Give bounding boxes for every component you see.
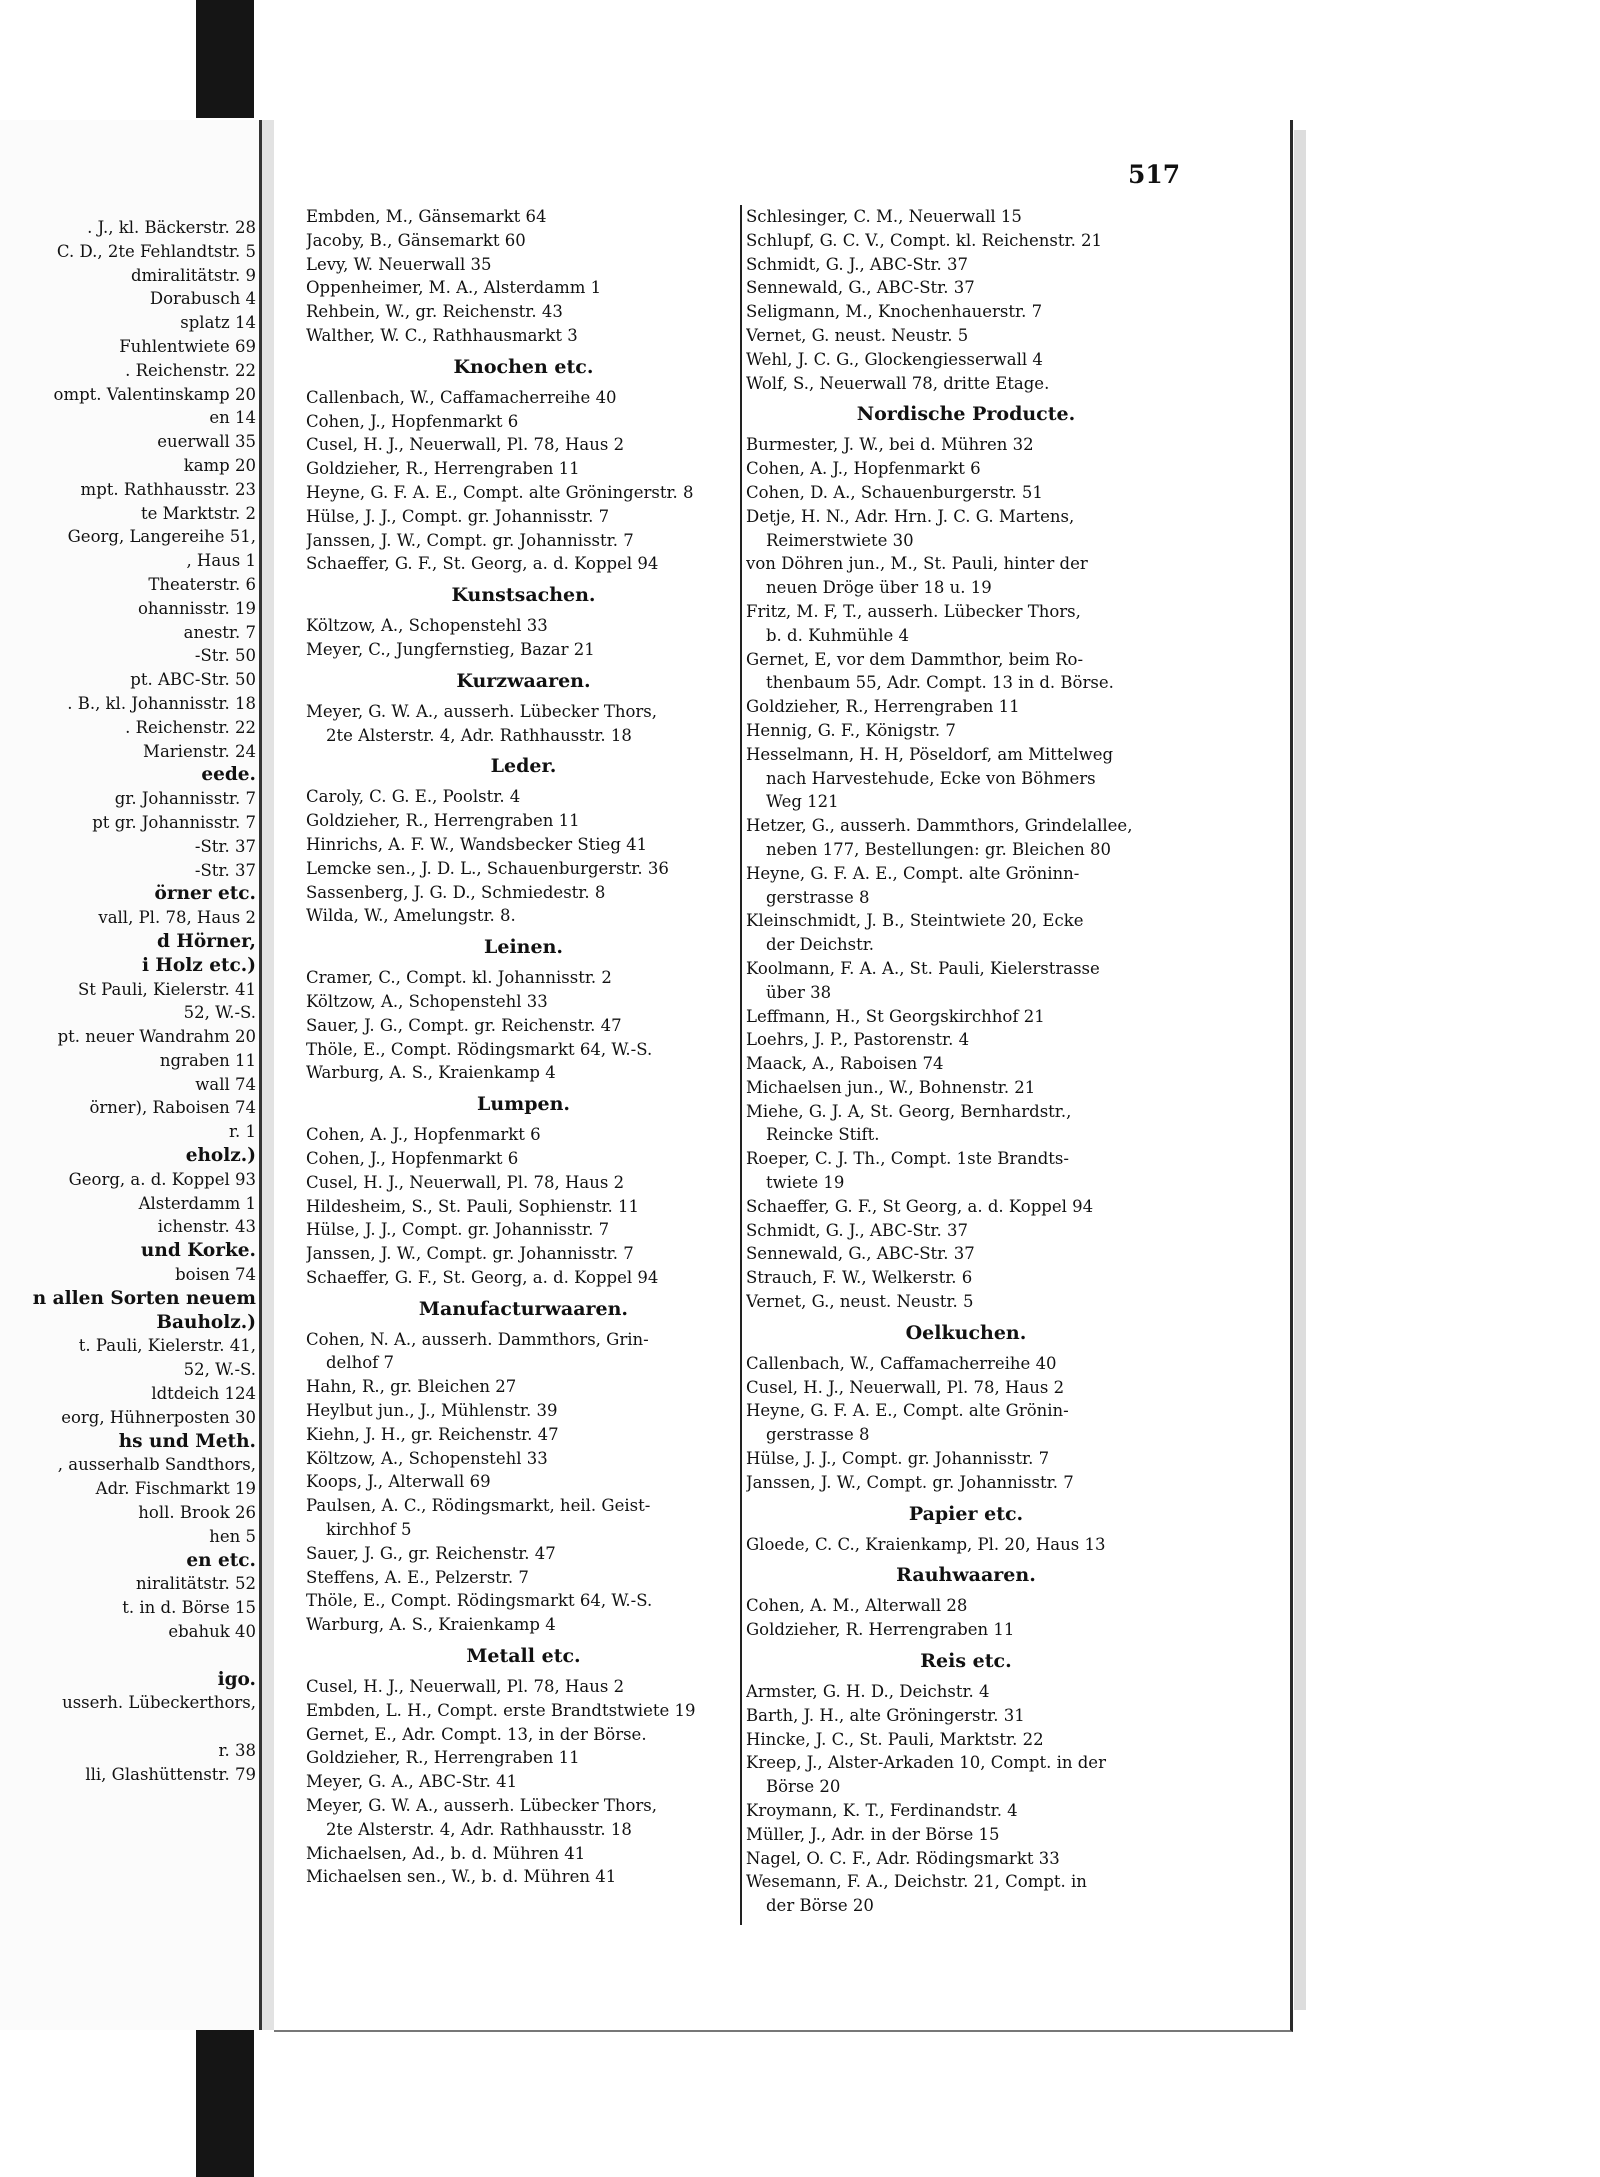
directory-entry: Gernet, E, vor dem Dammthor, beim Ro- <box>746 649 1084 669</box>
directory-entry: kamp 20 <box>183 455 256 475</box>
directory-entry: . Reichenstr. 22 <box>125 717 256 737</box>
directory-entry: ebahuk 40 <box>168 1622 256 1642</box>
directory-entry: Hesselmann, H. H, Pöseldorf, am Mittelweg <box>746 744 1114 764</box>
directory-entry: Walther, W. C., Rathhausmarkt 3 <box>306 325 578 345</box>
directory-entry: Sennewald, G., ABC-Str. 37 <box>746 1244 975 1264</box>
section-heading: eede. <box>201 764 256 786</box>
directory-entry: mpt. Rathhausstr. 23 <box>80 479 256 499</box>
directory-entry: Georg, a. d. Koppel 93 <box>68 1169 256 1189</box>
directory-entry: -Str. 50 <box>194 646 256 666</box>
directory-entry: Reimerstwiete 30 <box>766 530 914 550</box>
directory-entry: Heylbut jun., J., Mühlenstr. 39 <box>306 1401 558 1421</box>
directory-entry: niralitätstr. 52 <box>136 1574 256 1594</box>
directory-entry: Cohen, J., Hopfenmarkt 6 <box>306 1148 519 1168</box>
directory-entry: Goldzieher, R. Herrengraben 11 <box>746 1620 1015 1640</box>
directory-entry: Adr. Fischmarkt 19 <box>95 1479 256 1499</box>
directory-entry: Sennewald, G., ABC-Str. 37 <box>746 278 975 298</box>
directory-entry: neben 177, Bestellungen: gr. Bleichen 80 <box>766 839 1111 859</box>
directory-entry: Cohen, A. M., Alterwall 28 <box>746 1596 968 1616</box>
directory-entry: über 38 <box>766 982 832 1002</box>
directory-entry: Költzow, A., Schopenstehl 33 <box>306 991 548 1011</box>
directory-entry: ohannisstr. 19 <box>137 598 256 618</box>
directory-entry: Michaelsen, Ad., b. d. Mühren 41 <box>306 1843 586 1863</box>
directory-entry: Paulsen, A. C., Rödingsmarkt, heil. Geist- <box>306 1496 651 1516</box>
section-heading: Kunstsachen. <box>451 584 596 607</box>
directory-entry: 2te Alsterstr. 4, Adr. Rathhausstr. 18 <box>326 1819 632 1839</box>
page-number: 517 <box>1128 160 1181 189</box>
directory-entry: Cusel, H. J., Neuerwall, Pl. 78, Haus 2 <box>306 435 625 455</box>
directory-entry: Embden, L. H., Compt. erste Brandtstwiete 19 <box>306 1700 696 1720</box>
directory-entry: örner), Raboisen 74 <box>89 1098 256 1118</box>
directory-entry: vall, Pl. 78, Haus 2 <box>98 908 256 928</box>
directory-entry: Schaeffer, G. F., St. Georg, a. d. Koppel 94 <box>306 554 659 574</box>
directory-entry: Callenbach, W., Caffamacherreihe 40 <box>306 387 617 407</box>
directory-entry: r. 38 <box>218 1741 256 1760</box>
directory-entry: Detje, H. N., Adr. Hrn. J. C. G. Martens, <box>746 506 1075 526</box>
directory-entry: Hülse, J. J., Compt. gr. Johannisstr. 7 <box>306 1220 610 1240</box>
directory-entry: Callenbach, W., Caffamacherreihe 40 <box>746 1353 1057 1373</box>
directory-entry: Rehbein, W., gr. Reichenstr. 43 <box>306 302 563 322</box>
directory-entry: kirchhof 5 <box>326 1520 412 1540</box>
directory-entry: delhof 7 <box>326 1353 395 1373</box>
directory-entry: Warburg, A. S., Kraienkamp 4 <box>306 1615 556 1635</box>
directory-entry: 2te Alsterstr. 4, Adr. Rathhausstr. 18 <box>326 725 632 745</box>
section-heading: Reis etc. <box>920 1650 1012 1673</box>
directory-entry: Hennig, G. F., Königstr. 7 <box>746 720 956 740</box>
directory-entry <box>0 1715 262 1739</box>
directory-entry: Cohen, A. J., Hopfenmarkt 6 <box>306 1125 541 1145</box>
directory-entry: Georg, Langereihe 51, <box>67 527 256 547</box>
directory-entry: usserh. Lübeckerthors, <box>62 1693 256 1713</box>
directory-entry: Dorabusch 4 <box>149 289 256 309</box>
directory-entry: Wesemann, F. A., Deichstr. 21, Compt. in <box>746 1872 1087 1892</box>
directory-entry: der Deichstr. <box>766 935 875 955</box>
directory-entry: Janssen, J. W., Compt. gr. Johannisstr. 7 <box>746 1472 1074 1492</box>
directory-entry: Caroly, C. G. E., Poolstr. 4 <box>306 787 521 807</box>
directory-entry: der Börse 20 <box>766 1896 874 1916</box>
directory-entry: Költzow, A., Schopenstehl 33 <box>306 616 548 636</box>
section-heading: hs und Meth. <box>118 1430 256 1452</box>
book-gutter <box>262 120 274 2030</box>
directory-entry: Goldzieher, R., Herrengraben 11 <box>746 697 1020 717</box>
section-heading: Leder. <box>490 755 557 778</box>
directory-entry: Müller, J., Adr. in der Börse 15 <box>746 1824 1000 1844</box>
directory-entry: Heyne, G. F. A. E., Compt. alte Gröninn- <box>746 863 1080 883</box>
directory-entry: holl. Brook 26 <box>138 1503 256 1523</box>
directory-entry: -Str. 37 <box>194 860 256 880</box>
directory-entry: Börse 20 <box>766 1777 841 1797</box>
directory-entry: nach Harvestehude, Ecke von Böhmers <box>766 768 1096 788</box>
directory-entry: Schmidt, G. J., ABC-Str. 37 <box>746 1220 968 1240</box>
directory-entry: Wolf, S., Neuerwall 78, dritte Etage. <box>746 373 1050 393</box>
directory-entry: boisen 74 <box>175 1265 256 1285</box>
directory-entry: Miehe, G. J. A, St. Georg, Bernhardstr., <box>746 1101 1072 1121</box>
directory-entry: Marienstr. 24 <box>143 741 256 761</box>
directory-entry: C. D., 2te Fehlandtstr. 5 <box>56 241 256 261</box>
directory-entry: Sauer, J. G., gr. Reichenstr. 47 <box>306 1543 556 1563</box>
directory-entry: pt gr. Johannisstr. 7 <box>92 812 256 832</box>
directory-entry: twiete 19 <box>766 1173 845 1193</box>
directory-entry: Weg 121 <box>766 792 839 812</box>
left-page-lines <box>0 216 262 1787</box>
directory-entry: Vernet, G. neust. Neustr. 5 <box>746 325 969 345</box>
directory-entry: , Haus 1 <box>186 551 256 571</box>
directory-entry: Michaelsen sen., W., b. d. Mühren 41 <box>306 1867 617 1887</box>
directory-entry: Hülse, J. J., Compt. gr. Johannisstr. 7 <box>306 506 610 526</box>
directory-entry: Meyer, G. W. A., ausserh. Lübecker Thors, <box>306 701 657 721</box>
section-heading: örner etc. <box>154 883 256 905</box>
directory-entry: Vernet, G., neust. Neustr. 5 <box>746 1292 974 1312</box>
directory-entry: Koolmann, F. A. A., St. Pauli, Kielerstrasse <box>746 958 1100 978</box>
directory-entry: St Pauli, Kielerstr. 41 <box>77 979 256 999</box>
directory-entry: Koops, J., Alterwall 69 <box>306 1472 491 1492</box>
directory-entry: t. Pauli, Kielerstr. 41, <box>78 1336 256 1356</box>
section-heading: und Korke. <box>140 1240 256 1262</box>
binding-tab-bottom <box>196 2030 254 2177</box>
section-heading: Manufacturwaaren. <box>418 1297 629 1320</box>
section-heading: Lumpen. <box>476 1093 571 1116</box>
directory-entry: . J., kl. Bäckerstr. 28 <box>87 218 256 237</box>
directory-entry: neuen Dröge über 18 u. 19 <box>766 578 992 598</box>
directory-entry: Nagel, O. C. F., Adr. Rödingsmarkt 33 <box>746 1848 1060 1868</box>
directory-entry: Roeper, C. J. Th., Compt. 1ste Brandts- <box>746 1149 1069 1169</box>
directory-entry: Schaeffer, G. F., St. Georg, a. d. Koppel 94 <box>306 1267 659 1287</box>
section-heading: Metall etc. <box>466 1645 581 1668</box>
section-heading: en etc. <box>186 1549 256 1571</box>
directory-entry: euerwall 35 <box>157 432 256 452</box>
left-page-fragment <box>0 120 262 2030</box>
section-heading: Rauhwaaren. <box>896 1564 1036 1587</box>
directory-entry: Armster, G. H. D., Deichstr. 4 <box>746 1682 990 1702</box>
directory-entry: 52, W.-S. <box>183 1360 256 1380</box>
directory-entry: Schmidt, G. J., ABC-Str. 37 <box>746 254 968 274</box>
directory-entry: Cohen, J., Hopfenmarkt 6 <box>306 411 519 431</box>
directory-entry: Goldzieher, R., Herrengraben 11 <box>306 1748 580 1768</box>
directory-entry: Hildesheim, S., St. Pauli, Sophienstr. 11 <box>306 1196 640 1216</box>
section-heading: Oelkuchen. <box>905 1321 1027 1344</box>
directory-entry: gerstrasse 8 <box>766 1425 870 1445</box>
directory-entry: 52, W.-S. <box>183 1003 256 1023</box>
directory-entry: Meyer, G. W. A., ausserh. Lübecker Thors, <box>306 1796 657 1816</box>
directory-entry: Schlupf, G. C. V., Compt. kl. Reichenstr. 21 <box>746 230 1103 250</box>
directory-entry: Cohen, A. J., Hopfenmarkt 6 <box>746 459 981 479</box>
directory-entry: Steffens, A. E., Pelzerstr. 7 <box>306 1567 529 1587</box>
section-heading: igo. <box>217 1668 256 1690</box>
directory-entry: Oppenheimer, M. A., Alsterdamm 1 <box>306 278 602 298</box>
directory-entry: ichenstr. 43 <box>157 1217 256 1237</box>
directory-entry: Thöle, E., Compt. Rödingsmarkt 64, W.-S. <box>306 1039 653 1059</box>
directory-entry: Burmester, J. W., bei d. Mühren 32 <box>746 435 1034 455</box>
section-heading: n allen Sorten neuem <box>32 1287 256 1309</box>
directory-entry: Gloede, C. C., Kraienkamp, Pl. 20, Haus 13 <box>746 1534 1106 1554</box>
section-heading: Papier etc. <box>908 1502 1024 1525</box>
directory-column-1 <box>306 205 741 1889</box>
directory-entry: hen 5 <box>209 1526 256 1546</box>
directory-entry: Warburg, A. S., Kraienkamp 4 <box>306 1063 556 1083</box>
right-page-edge <box>1294 130 1306 2010</box>
directory-entry: te Marktstr. 2 <box>140 503 256 523</box>
directory-entry: wall 74 <box>195 1074 256 1094</box>
section-heading: eholz.) <box>185 1145 256 1167</box>
directory-entry: pt. neuer Wandrahm 20 <box>57 1027 256 1047</box>
directory-entry: Embden, M., Gänsemarkt 64 <box>306 207 547 226</box>
directory-entry: t. in d. Börse 15 <box>122 1598 256 1618</box>
directory-entry: Jacoby, B., Gänsemarkt 60 <box>306 230 526 250</box>
directory-entry: Lemcke sen., J. D. L., Schauenburgerstr. 36 <box>306 858 669 878</box>
directory-entry: Thöle, E., Compt. Rödingsmarkt 64, W.-S. <box>306 1591 653 1611</box>
directory-entry: Hülse, J. J., Compt. gr. Johannisstr. 7 <box>746 1449 1050 1469</box>
directory-entry: lli, Glashüttenstr. 79 <box>85 1764 256 1784</box>
directory-entry: Leffmann, H., St Georgskirchhof 21 <box>746 1006 1045 1026</box>
directory-entry: Janssen, J. W., Compt. gr. Johannisstr. 7 <box>306 1244 634 1264</box>
binding-tab-top <box>196 0 254 118</box>
directory-entry: Hinrichs, A. F. W., Wandsbecker Stieg 41 <box>306 834 648 854</box>
directory-entry: Cusel, H. J., Neuerwall, Pl. 78, Haus 2 <box>746 1377 1065 1397</box>
directory-entry: Alsterdamm 1 <box>138 1193 256 1213</box>
directory-entry: Gernet, E., Adr. Compt. 13, in der Börse. <box>306 1724 647 1744</box>
directory-entry: -Str. 37 <box>194 836 256 856</box>
directory-entry: Strauch, F. W., Welkerstr. 6 <box>746 1268 973 1288</box>
directory-entry: Cohen, N. A., ausserh. Dammthors, Grin- <box>306 1329 649 1349</box>
section-heading: Knochen etc. <box>453 355 594 378</box>
directory-entry: Michaelsen jun., W., Bohnenstr. 21 <box>746 1077 1036 1097</box>
directory-entry: Cusel, H. J., Neuerwall, Pl. 78, Haus 2 <box>306 1677 625 1697</box>
directory-entry: Theaterstr. 6 <box>148 574 256 594</box>
directory-entry: Meyer, C., Jungfernstieg, Bazar 21 <box>306 639 595 659</box>
directory-entry: b. d. Kuhmühle 4 <box>766 625 910 645</box>
directory-entry: Schlesinger, C. M., Neuerwall 15 <box>746 207 1022 226</box>
section-heading: Nordische Producte. <box>856 403 1076 426</box>
directory-entry: Kiehn, J. H., gr. Reichenstr. 47 <box>306 1424 559 1444</box>
directory-entry: gr. Johannisstr. 7 <box>114 789 256 809</box>
directory-entry: Maack, A., Raboisen 74 <box>746 1054 944 1074</box>
directory-entry: Meyer, G. A., ABC-Str. 41 <box>306 1772 518 1792</box>
directory-entry: splatz 14 <box>180 313 256 333</box>
directory-entry: Kroymann, K. T., Ferdinandstr. 4 <box>746 1801 1018 1821</box>
directory-entry: ompt. Valentinskamp 20 <box>53 384 256 404</box>
directory-entry: Kleinschmidt, J. B., Steintwiete 20, Ecke <box>746 911 1084 931</box>
directory-entry: . B., kl. Johannisstr. 18 <box>67 693 256 713</box>
directory-entry: Fuhlentwiete 69 <box>119 336 256 356</box>
directory-entry: gerstrasse 8 <box>766 887 870 907</box>
section-heading: i Holz etc.) <box>141 954 256 976</box>
directory-entry: Sauer, J. G., Compt. gr. Reichenstr. 47 <box>306 1015 622 1035</box>
directory-entry: Hincke, J. C., St. Pauli, Marktstr. 22 <box>746 1729 1044 1749</box>
section-heading: Leinen. <box>484 936 563 959</box>
directory-entry: Hahn, R., gr. Bleichen 27 <box>306 1377 517 1397</box>
directory-entry: pt. ABC-Str. 50 <box>130 670 256 690</box>
directory-entry: Schaeffer, G. F., St Georg, a. d. Koppel 94 <box>746 1196 1094 1216</box>
section-heading: Kurzwaaren. <box>456 669 591 692</box>
directory-entry <box>0 1644 262 1668</box>
section-heading: Bauholz.) <box>156 1311 256 1333</box>
directory-column-2 <box>740 205 1186 1925</box>
directory-entry: Cohen, D. A., Schauenburgerstr. 51 <box>746 482 1043 502</box>
directory-entry: Heyne, G. F. A. E., Compt. alte Gröningerstr. 8 <box>306 482 694 502</box>
directory-entry: Reincke Stift. <box>766 1125 880 1145</box>
directory-entry: Kreep, J., Alster-Arkaden 10, Compt. in der <box>746 1753 1106 1773</box>
directory-entry: Költzow, A., Schopenstehl 33 <box>306 1448 548 1468</box>
directory-entry: . Reichenstr. 22 <box>125 360 256 380</box>
directory-entry: Barth, J. H., alte Gröningerstr. 31 <box>746 1705 1025 1725</box>
directory-entry: Fritz, M. F, T., ausserh. Lübecker Thors, <box>746 601 1081 621</box>
directory-entry: en 14 <box>209 408 256 428</box>
directory-entry: dmiralitätstr. 9 <box>130 265 256 285</box>
directory-entry: Hetzer, G., ausserh. Dammthors, Grindelallee, <box>746 816 1133 836</box>
directory-entry: Wilda, W., Amelungstr. 8. <box>306 906 516 926</box>
directory-entry: Heyne, G. F. A. E., Compt. alte Grönin- <box>746 1401 1069 1421</box>
directory-entry: Janssen, J. W., Compt. gr. Johannisstr. 7 <box>306 530 634 550</box>
directory-entry: Wehl, J. C. G., Glockengiesserwall 4 <box>746 349 1043 369</box>
directory-entry: ldtdeich 124 <box>151 1384 256 1404</box>
directory-entry: Sassenberg, J. G. D., Schmiedestr. 8 <box>306 882 606 902</box>
directory-entry: ngraben 11 <box>159 1050 256 1070</box>
directory-entry: anestr. 7 <box>183 622 256 642</box>
directory-entry: Goldzieher, R., Herrengraben 11 <box>306 459 580 479</box>
directory-entry: Loehrs, J. P., Pastorenstr. 4 <box>746 1030 970 1050</box>
directory-entry: Cusel, H. J., Neuerwall, Pl. 78, Haus 2 <box>306 1172 625 1192</box>
directory-entry: von Döhren jun., M., St. Pauli, hinter der <box>746 554 1088 574</box>
directory-entry: , ausserhalb Sandthors, <box>57 1455 256 1475</box>
directory-entry: r. 1 <box>228 1122 256 1142</box>
directory-entry: Levy, W. Neuerwall 35 <box>306 254 492 274</box>
section-heading: d Hörner, <box>156 930 256 952</box>
directory-entry: Goldzieher, R., Herrengraben 11 <box>306 811 580 831</box>
directory-entry: Cramer, C., Compt. kl. Johannisstr. 2 <box>306 968 612 988</box>
directory-entry: eorg, Hühnerposten 30 <box>61 1407 256 1427</box>
directory-entry: thenbaum 55, Adr. Compt. 13 in d. Börse. <box>766 673 1114 693</box>
directory-entry: Seligmann, M., Knochenhauerstr. 7 <box>746 302 1043 322</box>
